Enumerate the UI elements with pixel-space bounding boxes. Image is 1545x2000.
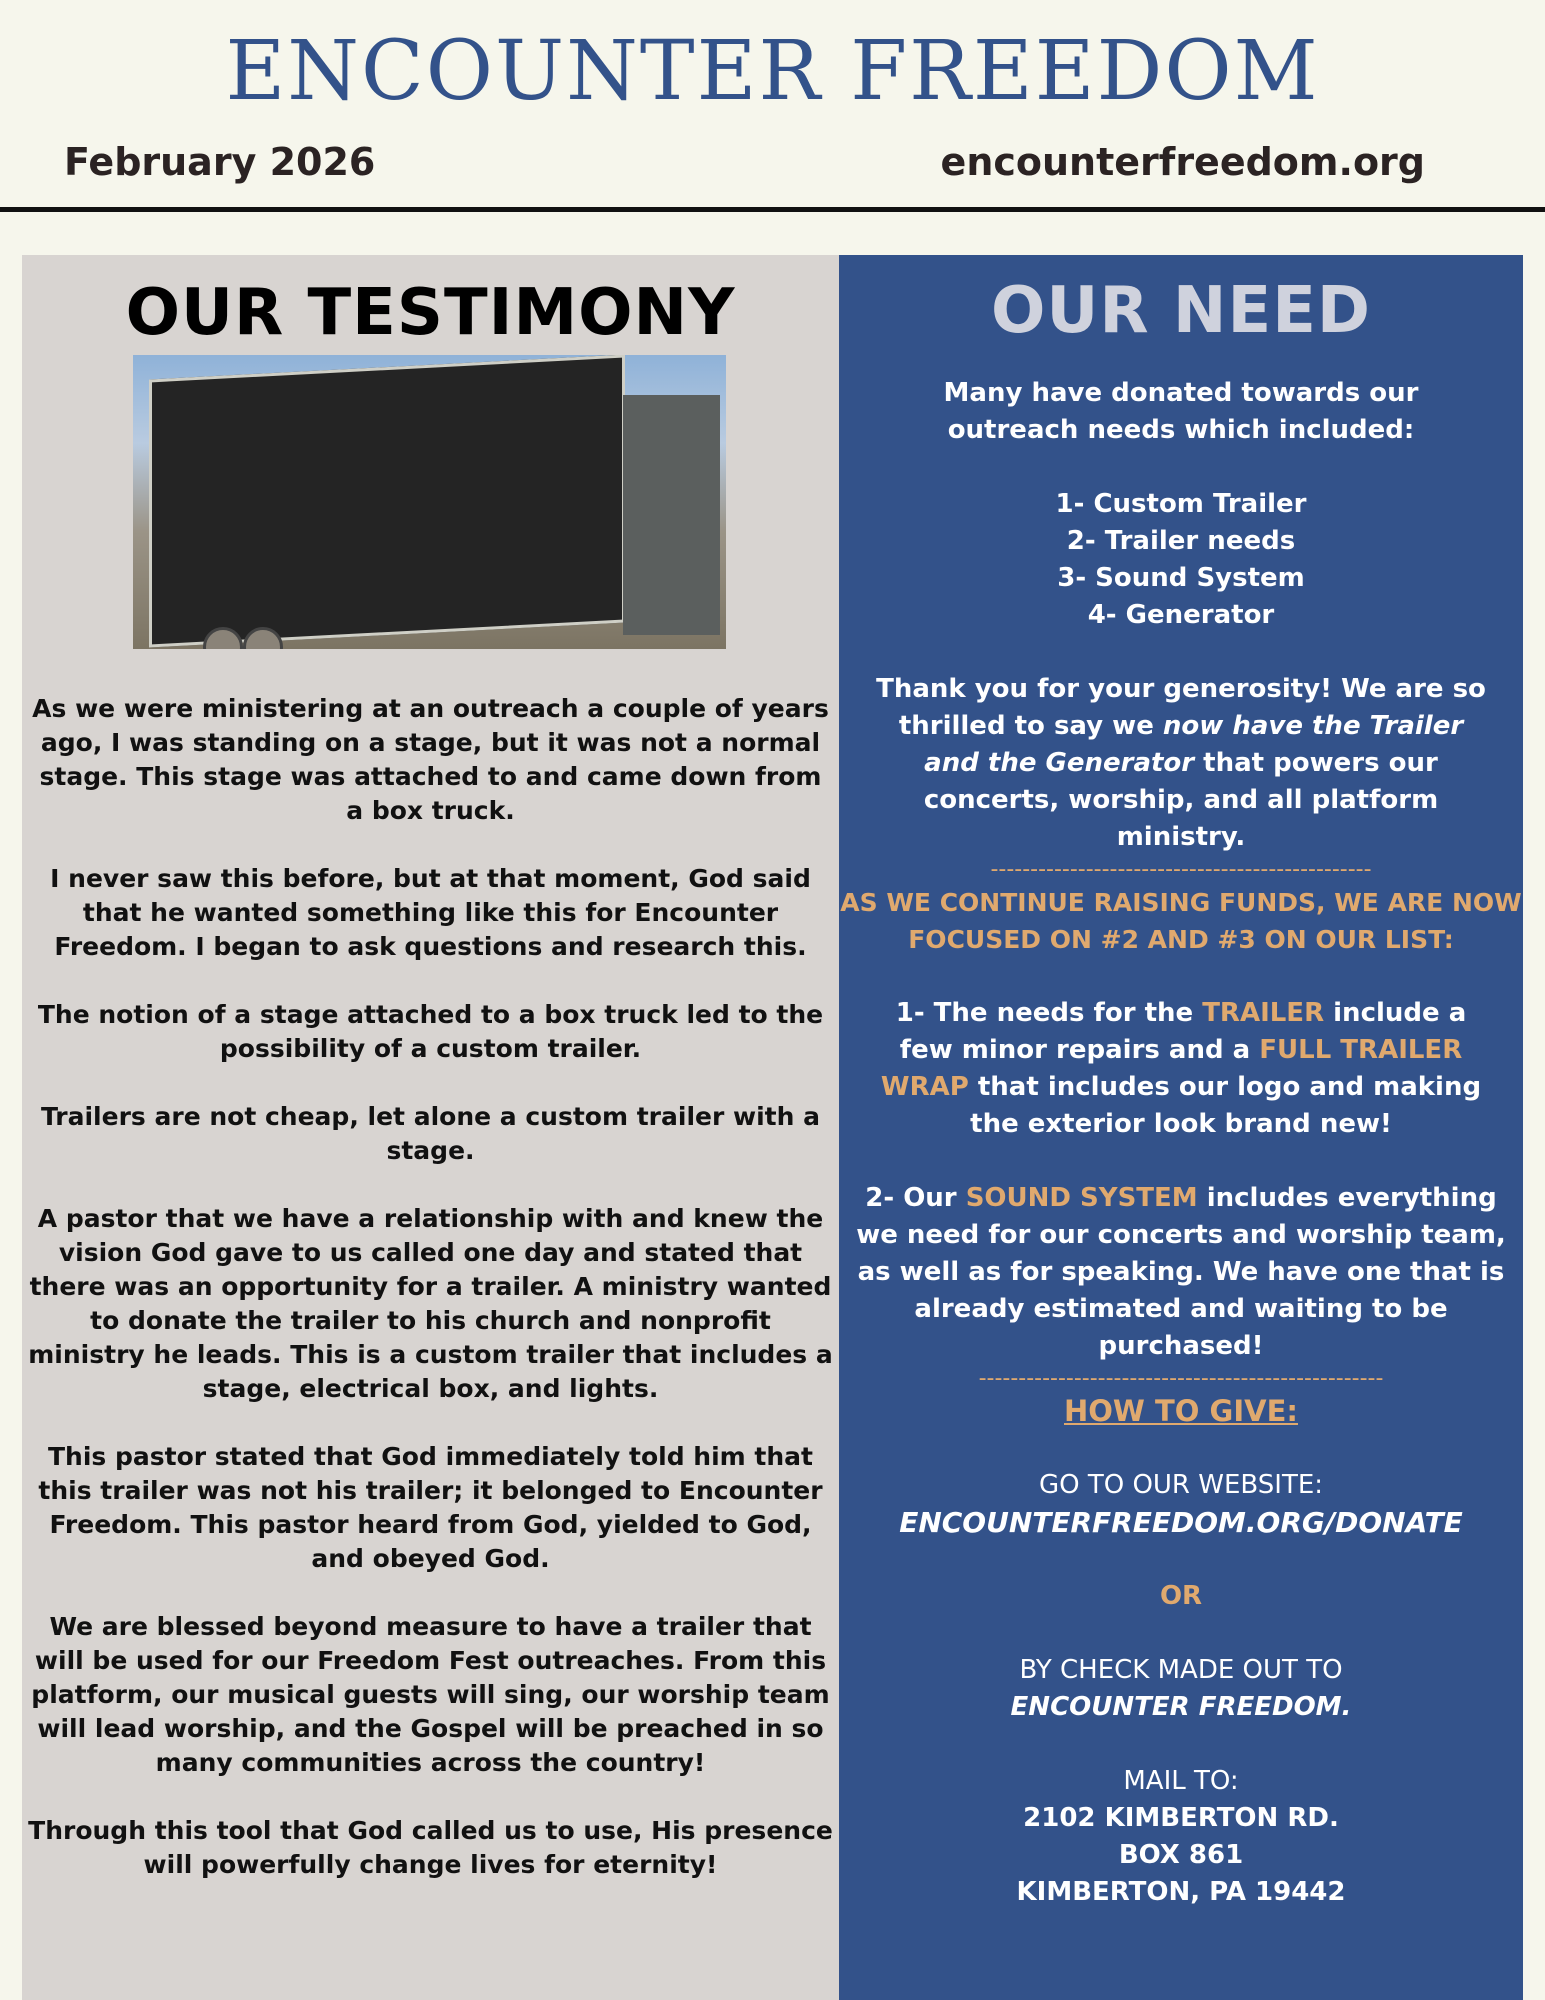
testimony-paragraph: The notion of a stage attached to a box truck led to the possibility of a custom trailer. (37, 1000, 824, 1063)
website-link[interactable]: encounterfreedom.org (940, 140, 1425, 184)
need-item-trailer: 1- The needs for the TRAILER include a few minor repairs and a FULL TRAILER WRAP that includes our logo and making the exterior look brand new! (880, 998, 1482, 1139)
testimony-paragraph: As we were ministering at an outreach a couple of years ago, I was standing on a stage, but it was not a normal stage. This stage was attached to and came down from a box truck. (32, 694, 829, 825)
testimony-paragraph: This pastor stated that God immediately told him that this trailer was not his trailer; it belonged to Encounter Freedom. This pastor heard from God, yielded to God, and obeyed God. (38, 1442, 823, 1573)
or-separator: OR (1159, 1581, 1203, 1611)
need-list-item: 1- Custom Trailer (1055, 489, 1307, 519)
newsletter-title: ENCOUNTER FREEDOM (225, 24, 1320, 119)
focus-banner: AS WE CONTINUE RAISING FUNDS, WE ARE NOW FOCUSED ON #2 AND #3 ON OUR LIST: (840, 888, 1522, 954)
need-list-item: 4- Generator (1087, 600, 1275, 630)
address-line: 2102 KIMBERTON RD. (1023, 1803, 1339, 1833)
need-heading: OUR NEED (990, 274, 1372, 348)
check-payee: ENCOUNTER FREEDOM. (1010, 1692, 1352, 1722)
newsletter-header (0, 0, 1545, 210)
thank-you-text: Thank you for your generosity! We are so thrilled to say we now have the Trailer and the Generator that powers our concerts, worship, and all platform ministry. (876, 674, 1486, 852)
trailer-side (623, 395, 720, 635)
testimony-body (22, 692, 839, 1916)
how-to-give-heading: HOW TO GIVE: (1064, 1394, 1298, 1428)
issue-date: February 2026 (64, 140, 376, 184)
need-body (839, 375, 1523, 1911)
header-divider (0, 207, 1545, 212)
address-line: KIMBERTON, PA 19442 (1016, 1877, 1346, 1907)
address-line: BOX 861 (1118, 1840, 1244, 1870)
testimony-paragraph: Trailers are not cheap, let alone a custom trailer with a stage. (40, 1102, 820, 1165)
section-divider: --------------------------------------------------- (978, 1366, 1384, 1391)
trailer-box (149, 355, 625, 647)
testimony-panel (22, 255, 839, 2000)
testimony-paragraph: I never saw this before, but at that moment, God said that he wanted something like this for Encounter Freedom. I began to ask questions and research this. (50, 864, 811, 961)
testimony-paragraph: Through this tool that God called us to use, His presence will powerfully change lives for eternity! (28, 1816, 833, 1879)
testimony-paragraph: A pastor that we have a relationship with and knew the vision God gave to us called one day and stated that there was an opportunity for a trailer. A ministry wanted to donate the trailer to his church and nonprofit ministry he leads. This is a custom trailer that includes a stage, electrical box, and lights. (28, 1204, 833, 1403)
trailer-photo (133, 355, 726, 649)
mail-label: MAIL TO: (1123, 1766, 1239, 1796)
need-list-item: 3- Sound System (1057, 563, 1305, 593)
need-intro: Many have donated towards our outreach needs which included: (943, 378, 1419, 445)
need-panel (839, 255, 1523, 2000)
website-label: GO TO OUR WEBSITE: (1038, 1470, 1324, 1500)
donate-link[interactable]: ENCOUNTERFREEDOM.ORG/DONATE (899, 1506, 1463, 1539)
testimony-paragraph: We are blessed beyond measure to have a trailer that will be used for our Freedom Fest outreaches. From this platform, our musical guests will sing, our worship team will lead worship, and the Gospel will be preached in so many communities across the country! (31, 1612, 830, 1777)
need-list-item: 2- Trailer needs (1066, 526, 1296, 556)
need-item-sound: 2- Our SOUND SYSTEM includes everything we need for our concerts and worship team, as well as for speaking. We have one that is already estimated and waiting to be purchased! (856, 1183, 1506, 1361)
check-label: BY CHECK MADE OUT TO (1019, 1655, 1343, 1685)
section-divider: ------------------------------------------------ (990, 857, 1372, 882)
testimony-heading: OUR TESTIMONY (125, 276, 736, 350)
